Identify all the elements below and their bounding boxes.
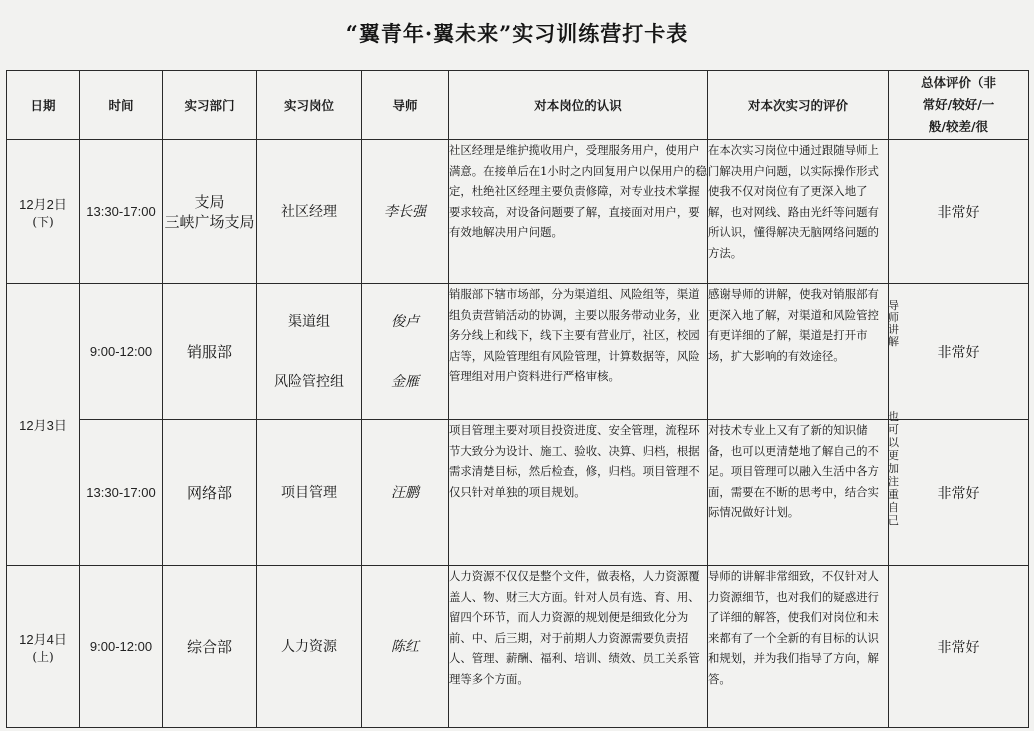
date-value: 12月4日 <box>19 631 67 647</box>
header-department: 实习部门 <box>163 71 257 140</box>
sheet-title: “翼青年·翼未来”实习训练营打卡表 <box>345 21 689 46</box>
understanding-cell: 人力资源不仅仅是整个文件，做表格，人力资源覆盖人、物、财三大方面。针对人员有选、育、用、留四个环节，而人力资源的规划便是细致化分为前、中、后三期，对于前期人力资源需要负责招人、管理、薪酬、福利、培训、绩效、员工关系管理等多个方面。 <box>449 566 708 728</box>
position-line2: 风险管控组 <box>274 373 344 390</box>
evaluation-cell: 在本次实习岗位中通过跟随导师上门解决用户问题，以实际操作形式使我不仅对岗位有了更深入地了解，也对网线、路由光纤等问题有所认识，懂得解决无脑网络问题的方法。 <box>708 140 889 284</box>
header-evaluation: 对本次实习的评价 <box>708 71 889 140</box>
mentor-signature: 李长强 <box>362 140 449 284</box>
position-cell: 项目管理 <box>257 420 362 566</box>
margin-note: 导师讲解 <box>888 299 899 348</box>
evaluation-cell: 对技术专业上又有了新的知识储备，也可以更清楚地了解自己的不足。项目管理可以融入生活中各方面，需要在不断的思考中，结合实际情况做好计划。 <box>708 420 889 566</box>
date-note: (下) <box>32 214 54 229</box>
evaluation-cell: 导师的讲解非常细致，不仅针对人力资源细节，也对我们的疑惑进行了详细的解答，使我们对岗位和未来都有了一个全新的有目标的认识和规划，并为我们指导了方向，解答。 <box>708 566 889 728</box>
understanding-cell: 项目管理主要对项目投资进度、安全管理，流程环节大致分为设计、施工、验收、决算、归档，根据需求清楚目标，然后检查，修，归档。项目管理不仅只针对单独的项目规划。 <box>449 420 708 566</box>
understanding-cell: 社区经理是维护揽收用户，受理服务用户，使用户满意。在接单后在1小时之内回复用户以保用户的稳定，杜绝社区经理主要负责修障，对专业技术掌握要求较高，对设备问题要了解，直接面对用户，要有效地解决用户问题。 <box>449 140 708 284</box>
table-row <box>7 566 1029 728</box>
header-overall <box>889 71 1029 140</box>
position-line1: 渠道组 <box>288 313 330 330</box>
time-cell: 13:30-17:00 <box>80 420 163 566</box>
date-cell: 12月3日 <box>7 284 80 566</box>
header-time: 时间 <box>80 71 163 140</box>
overall-rating: 非常好 <box>889 566 1029 728</box>
header-mentor: 导师 <box>362 71 449 140</box>
department-line2: 三峡广场支局 <box>164 212 255 231</box>
position-cell <box>257 284 362 420</box>
margin-note: 也可以更加注重自己 <box>888 410 899 527</box>
mentor-line1: 俊卢 <box>391 313 419 330</box>
overall-rating: 非常好 <box>889 284 1029 420</box>
table-row <box>7 420 1029 566</box>
time-cell: 13:30-17:00 <box>80 140 163 284</box>
mentor-signature <box>362 284 449 420</box>
header-overall-line1: 总体评价（非 <box>920 75 996 90</box>
date-cell <box>7 566 80 728</box>
evaluation-cell: 感谢导师的讲解，使我对销服部有更深入地了解，对渠道和风险管控有更详细的了解，渠道是打开市场，扩大影响的有效途径。 <box>708 284 889 420</box>
understanding-cell: 销服部下辖市场部，分为渠道组、风险组等，渠道组负责营销活动的协调，主要以服务带动业务，业务分线上和线下，线下主要有营业厅，社区，校园店等，风险管理组有风险管理，计算数据等，风险管理组对用户资料进行严格审核。 <box>449 284 708 420</box>
header-date: 日期 <box>7 71 80 140</box>
overall-rating: 非常好 <box>889 420 1029 566</box>
position-cell: 社区经理 <box>257 140 362 284</box>
table-row <box>7 284 1029 420</box>
header-overall-line3: 般/较差/很 <box>928 119 989 134</box>
department-cell: 网络部 <box>163 420 257 566</box>
check-in-table <box>6 70 1029 728</box>
time-cell: 9:00-12:00 <box>80 566 163 728</box>
department-line1: 支局 <box>194 192 225 211</box>
mentor-signature: 陈红 <box>362 566 449 728</box>
mentor-line2: 金雁 <box>391 373 419 390</box>
date-cell <box>7 140 80 284</box>
department-cell: 综合部 <box>163 566 257 728</box>
position-cell: 人力资源 <box>257 566 362 728</box>
time-cell: 9:00-12:00 <box>80 284 163 420</box>
header-overall-line2: 常好/较好/一 <box>922 97 995 112</box>
department-cell <box>163 140 257 284</box>
department-cell: 销服部 <box>163 284 257 420</box>
header-row <box>7 71 1029 140</box>
date-value: 12月2日 <box>19 196 67 212</box>
table-row <box>7 140 1029 284</box>
overall-rating: 非常好 <box>889 140 1029 284</box>
header-understanding: 对本岗位的认识 <box>449 71 708 140</box>
mentor-signature: 汪鹏 <box>362 420 449 566</box>
header-position: 实习岗位 <box>257 71 362 140</box>
date-note: (上) <box>32 649 54 664</box>
